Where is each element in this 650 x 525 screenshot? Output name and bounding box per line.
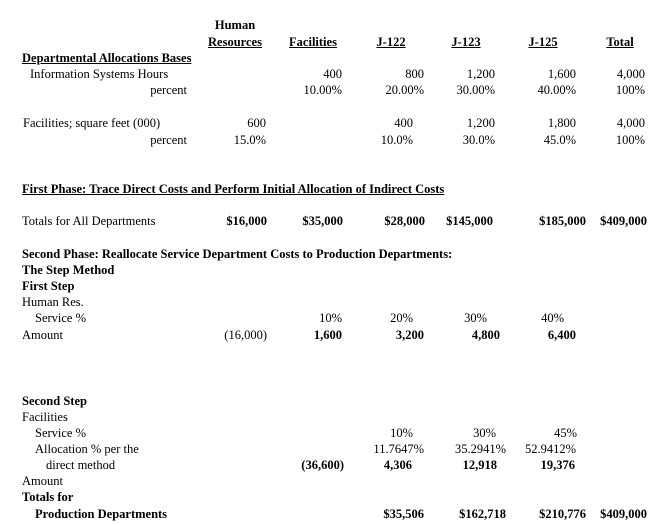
fac-sqft-hr: 600 [247,116,266,130]
header-total: Total [606,35,634,49]
fac-sqft-j122: 400 [394,116,413,130]
hr-service-label: Service % [35,311,87,325]
fac-sqft-label: Facilities; square feet (000) [23,116,161,130]
alloc-label-2: direct method [46,458,116,472]
bases-title: Departmental Allocations Bases [22,51,192,65]
fac-sqft-j125: 1,800 [547,116,576,130]
totals-all-j122: $28,000 [384,214,425,228]
phase2-title: Second Phase: Reallocate Service Department Costs to Production Departments: [22,247,453,261]
hr-service-facilities: 10% [319,311,342,325]
hr-amount-j123: 4,800 [471,328,500,342]
final-total-j123: $162,718 [459,507,506,521]
fac-amount-j123: 12,918 [462,458,497,472]
header-j122: J-122 [376,35,406,49]
is-percent-label: percent [150,83,187,97]
fac-service-j123: 30% [473,426,496,440]
hr-amount-j122: 3,200 [395,328,424,342]
is-pct-j123: 30.00% [456,83,495,97]
fac-amount-label: Amount [22,474,63,488]
fac-pct-hr: 15.0% [233,133,266,147]
hr-service-j123: 30% [464,311,487,325]
hr-amount-j125: 6,400 [547,328,576,342]
is-pct-total: 100% [615,83,645,97]
first-step-label: First Step [22,279,75,293]
totals-all-label: Totals for All Departments [22,214,156,228]
phase1-title: First Phase: Trace Direct Costs and Perform Initial Allocation of Indirect Costs [22,182,445,196]
final-total-j125: $210,776 [539,507,586,521]
hr-amount-label: Amount [22,328,63,342]
alloc-pct-j125: 52.9412% [524,442,576,456]
is-pct-facilities: 10.00% [303,83,342,97]
second-step-label: Second Step [22,394,87,408]
is-hours-j122: 800 [405,67,424,81]
header-facilities: Facilities [289,35,337,49]
alloc-label-1: Allocation % per the [35,442,139,456]
header-hr-line2: Resources [208,35,262,49]
header-j125: J-125 [528,35,558,49]
totals-for-label: Totals for [22,490,74,504]
facilities-label: Facilities [22,410,68,424]
fac-pct-j125: 45.0% [543,133,576,147]
totals-all-facilities: $35,000 [302,214,343,228]
is-hours-facilities: 400 [323,67,342,81]
fac-sqft-total: 4,000 [616,116,645,130]
fac-service-label: Service % [35,426,87,440]
alloc-pct-j123: 35.2941% [454,442,506,456]
fac-amount-facilities: (36,600) [301,458,344,472]
is-hours-j125: 1,600 [547,67,576,81]
fac-percent-label: percent [150,133,187,147]
fac-sqft-j123: 1,200 [466,116,495,130]
hr-service-j125: 40% [541,311,564,325]
fac-service-j125: 45% [554,426,577,440]
totals-all-hr: $16,000 [226,214,267,228]
fac-pct-j123: 30.0% [462,133,495,147]
hr-amount-hr: (16,000) [224,328,267,342]
totals-all-total: $409,000 [600,214,647,228]
step-method-label: The Step Method [22,263,115,277]
is-pct-j125: 40.00% [537,83,576,97]
fac-amount-j125: 19,376 [540,458,575,472]
is-hours-label: Information Systems Hours [30,67,169,81]
header-hr-line1: Human [214,18,256,32]
hr-amount-facilities: 1,600 [313,328,342,342]
fac-amount-j122: 4,306 [383,458,412,472]
hr-service-j122: 20% [390,311,413,325]
is-pct-j122: 20.00% [385,83,424,97]
is-hours-total: 4,000 [616,67,645,81]
totals-all-j125: $185,000 [539,214,586,228]
alloc-pct-j122: 11.7647% [373,442,424,456]
fac-pct-total: 100% [615,133,645,147]
hr-label: Human Res. [22,295,84,309]
totals-all-j123: $145,000 [446,214,493,228]
is-hours-j123: 1,200 [466,67,495,81]
header-j123: J-123 [451,35,481,49]
production-depts-label: Production Departments [35,507,168,521]
fac-pct-j122: 10.0% [380,133,413,147]
final-total-total: $409,000 [600,507,647,521]
final-total-j122: $35,506 [383,507,424,521]
fac-service-j122: 10% [390,426,413,440]
